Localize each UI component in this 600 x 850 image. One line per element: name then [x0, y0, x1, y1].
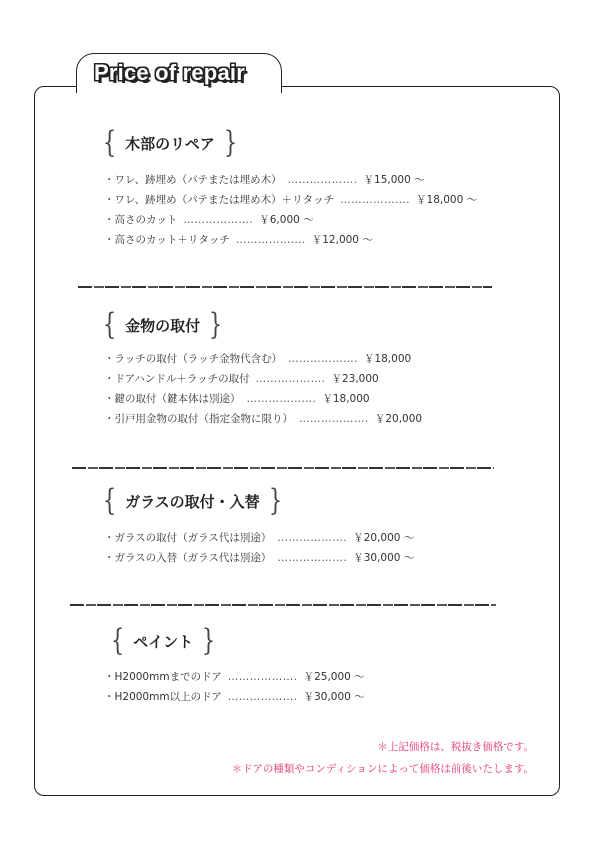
divider	[72, 467, 494, 469]
left-brace-icon: {	[102, 125, 117, 160]
left-brace-icon: {	[102, 483, 117, 518]
list-item: ・ラッチの取付（ラッチ金物代含む） ………………. ￥18,000	[104, 353, 412, 365]
list-item: ・ワレ、跡埋め（パテまたは埋め木）＋リタッチ ………………. ￥18,000 ～	[104, 194, 478, 206]
list-item: ・引戸用金物の取付（指定金物に限り） ………………. ￥20,000	[104, 413, 423, 425]
section-list-wood	[104, 170, 477, 250]
footnotes	[232, 736, 534, 780]
section-list-hardware	[104, 349, 422, 429]
divider	[70, 604, 496, 606]
list-item: ・ガラスの入替（ガラス代は別途） ………………. ￥30,000 ～	[104, 552, 415, 564]
list-item: ・鍵の取付（鍵本体は別途） ………………. ￥18,000	[104, 393, 370, 405]
note-tax: ＊上記価格は、税抜き価格です。	[377, 741, 534, 753]
section-title: 金物の取付	[125, 316, 201, 335]
section-title: 木部のリペア	[125, 134, 215, 153]
left-brace-icon: {	[102, 307, 117, 342]
section-heading-hardware	[100, 307, 225, 342]
section-title: ガラスの取付・入替	[125, 492, 260, 511]
section-list-paint	[104, 667, 365, 707]
list-item: ・高さのカット ………………. ￥6,000 ～	[104, 214, 314, 226]
right-brace-icon: }	[208, 307, 223, 342]
left-brace-icon: {	[110, 623, 125, 658]
divider	[78, 286, 492, 288]
list-item: ・ワレ、跡埋め（パテまたは埋め木） ………………. ￥15,000 ～	[104, 174, 425, 186]
list-item: ・ガラスの取付（ガラス代は別途） ………………. ￥20,000 ～	[104, 532, 415, 544]
note-condition: ＊ドアの種類やコンディションによって価格は前後いたします。	[231, 763, 534, 775]
list-item: ・ドアハンドル＋ラッチの取付 ………………. ￥23,000	[104, 373, 379, 385]
page-title: Price of repair	[94, 60, 245, 85]
right-brace-icon: }	[268, 483, 282, 518]
section-heading-paint	[108, 623, 218, 658]
section-list-glass	[104, 528, 414, 568]
list-item: ・高さのカット＋リタッチ ………………. ￥12,000 ～	[104, 234, 373, 246]
right-brace-icon: }	[201, 623, 216, 658]
list-item: ・H2000mm以上のドア ………………. ￥30,000 ～	[104, 691, 365, 703]
section-heading-glass	[100, 483, 285, 518]
list-item: ・H2000mmまでのドア ………………. ￥25,000 ～	[104, 671, 365, 683]
right-brace-icon: }	[223, 125, 238, 160]
section-heading-wood	[100, 125, 240, 160]
section-title: ペイント	[133, 632, 194, 651]
